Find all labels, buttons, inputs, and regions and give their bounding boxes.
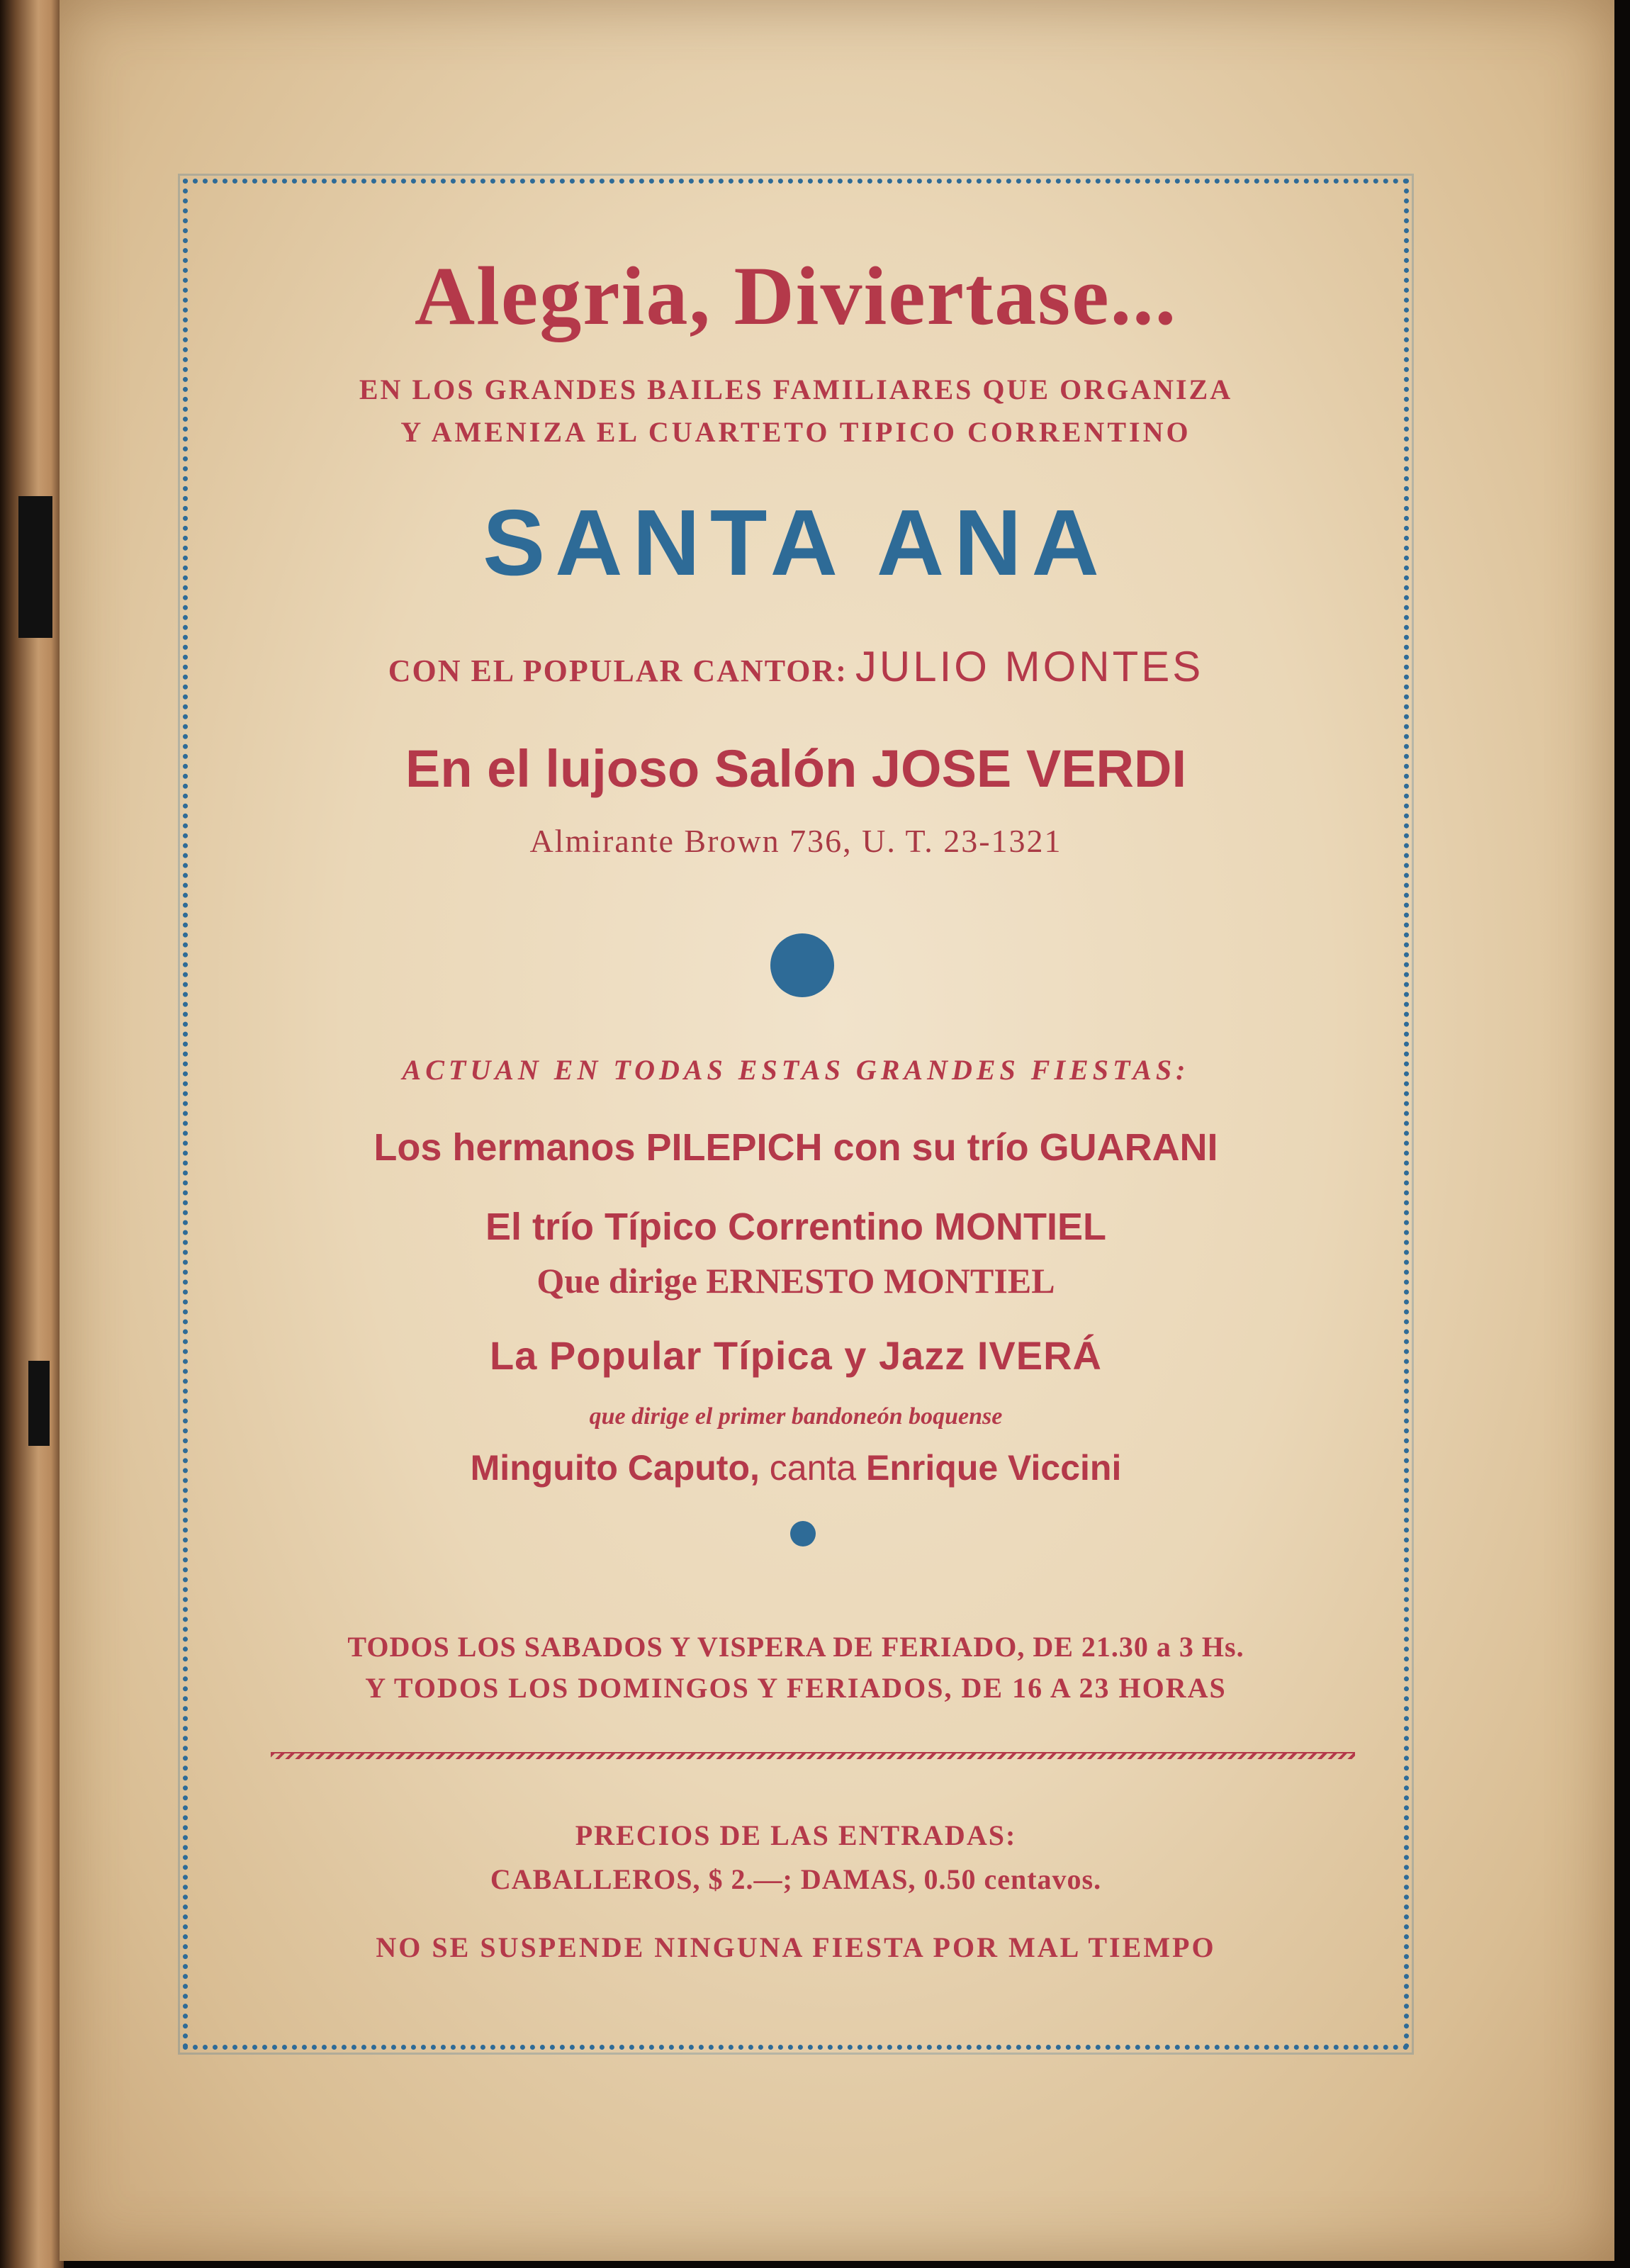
ad-border [183, 179, 1409, 2050]
address: Almirante Brown 736, U. T. 23-1321 [529, 823, 1062, 859]
singer-prefix: CON EL POPULAR CANTOR: [388, 653, 848, 688]
headline: Alegria, Diviertase... [414, 249, 1178, 342]
book-spine [0, 0, 64, 2268]
acts-heading: ACTUAN EN TODAS ESTAS GRANDES FIESTAS: [402, 1054, 1190, 1086]
binding-tab [28, 1361, 50, 1446]
act-montiel-director: Que dirige ERNESTO MONTIEL [536, 1261, 1055, 1301]
act-ivera-note: que dirige el primer bandoneón boquense [589, 1403, 1003, 1430]
schedule-line-1: TODOS LOS SABADOS Y VISPERA DE FERIADO, DE 21.30 a 3 Hs. [347, 1631, 1244, 1663]
singer-line [183, 642, 1409, 691]
weather-notice: NO SE SUSPENDE NINGUNA FIESTA POR MAL TIEMPO [376, 1931, 1216, 1963]
intro-line-2: Y AMENIZA EL CUARTETO TIPICO CORRENTINO [400, 416, 1191, 448]
wavy-divider [271, 1752, 1355, 1759]
venue-line: En el lujoso Salón JOSE VERDI [405, 739, 1186, 798]
band-name: SANTA ANA [483, 490, 1109, 595]
prices-heading: PRECIOS DE LAS ENTRADAS: [575, 1819, 1017, 1851]
act-ivera: La Popular Típica y Jazz IVERÁ [489, 1333, 1102, 1378]
act-pilepich: Los hermanos PILEPICH con su trío GUARANI [373, 1126, 1218, 1169]
blue-dot-small [790, 1521, 816, 1546]
singer-name: JULIO MONTES [855, 643, 1204, 690]
intro-line-1: EN LOS GRANDES BAILES FAMILIARES QUE ORGANIZA [359, 374, 1233, 405]
act-caputo-singer: Enrique Viccini [866, 1448, 1122, 1488]
act-caputo [183, 1447, 1409, 1488]
act-caputo-mid: canta [769, 1448, 857, 1488]
blue-dot-large [770, 933, 834, 997]
prices-line: CABALLEROS, $ 2.—; DAMAS, 0.50 centavos. [490, 1863, 1102, 1895]
act-caputo-name: Minguito Caputo, [470, 1448, 760, 1488]
schedule-line-2: Y TODOS LOS DOMINGOS Y FERIADOS, DE 16 A 23 HORAS [365, 1672, 1227, 1704]
act-montiel: El trío Típico Correntino MONTIEL [485, 1206, 1106, 1248]
binding-tab [18, 496, 52, 638]
